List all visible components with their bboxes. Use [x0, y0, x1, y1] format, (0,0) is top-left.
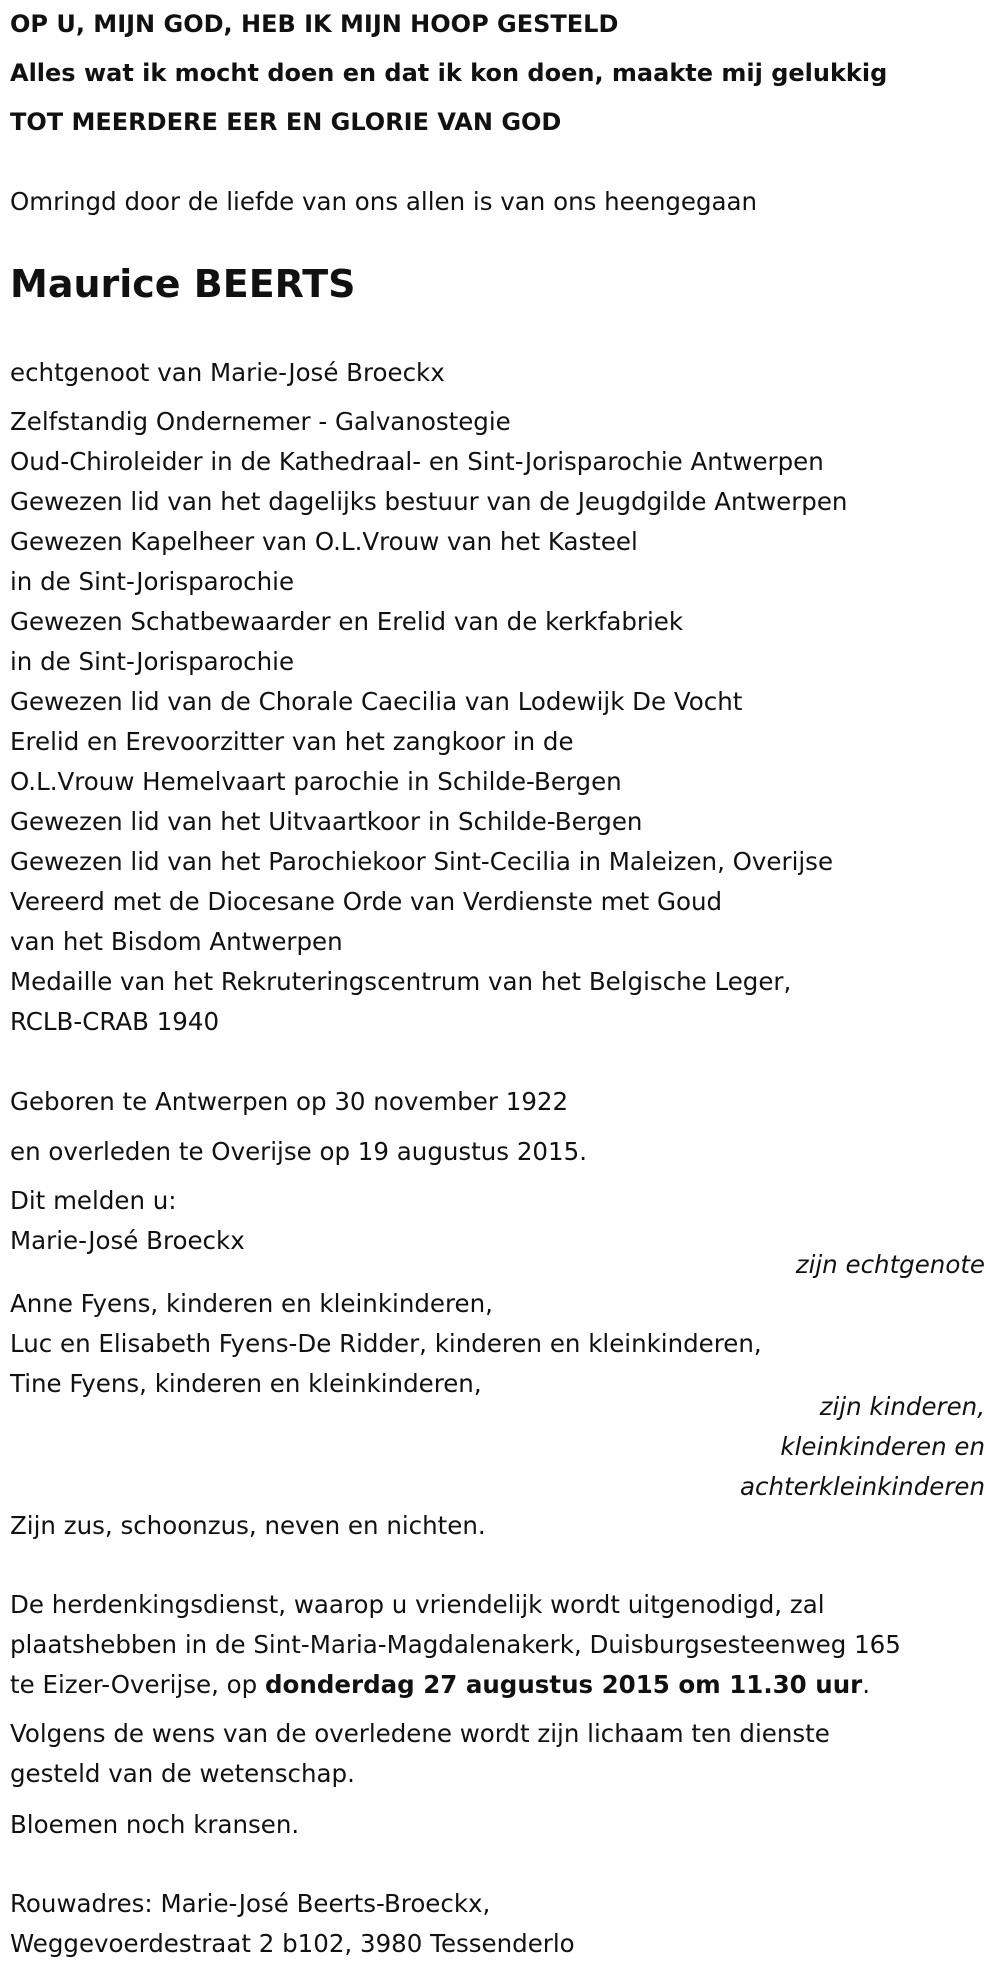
header-line: TOT MEERDERE EER EN GLORIE VAN GOD [10, 108, 562, 136]
title-line: Vereerd met de Diocesane Orde van Verdienste met Goud [10, 887, 723, 916]
child-line: Anne Fyens, kinderen en kleinkinderen, [10, 1289, 493, 1318]
titles-list [10, 402, 847, 1042]
spouse-role: zijn echtgenote [795, 1250, 985, 1279]
death-line: en overleden te Overijse op 19 augustus 2015. [10, 1137, 587, 1166]
address-line: Rouwadres: Marie-José Beerts-Broeckx, [10, 1889, 491, 1918]
service-date: donderdag 27 augustus 2015 om 11.30 uur [265, 1670, 863, 1699]
siblings-line: Zijn zus, schoonzus, neven en nichten. [10, 1511, 486, 1540]
title-line: in de Sint-Jorisparochie [10, 647, 295, 676]
child-line: Luc en Elisabeth Fyens-De Ridder, kinderen en kleinkinderen, [10, 1329, 762, 1358]
children-role-line: kleinkinderen en [780, 1432, 985, 1461]
title-line: Gewezen Kapelheer van O.L.Vrouw van het Kasteel [10, 527, 638, 556]
wish-block [10, 1714, 830, 1794]
title-line: Gewezen Schatbewaarder en Erelid van de kerkfabriek [10, 607, 684, 636]
header-line: Alles wat ik mocht doen en dat ik kon doen, maakte mij gelukkig [10, 59, 888, 87]
spouse-name: Marie-José Broeckx [10, 1226, 245, 1255]
service-line3-prefix: te Eizer-Overijse, op [10, 1670, 266, 1699]
title-line: O.L.Vrouw Hemelvaart parochie in Schilde-Bergen [10, 767, 622, 796]
title-line: Gewezen lid van de Chorale Caecilia van Lodewijk De Vocht [10, 687, 743, 716]
children-role-line: zijn kinderen, [819, 1392, 985, 1421]
title-line: RCLB-CRAB 1940 [10, 1007, 220, 1036]
title-line: Gewezen lid van het Uitvaartkoor in Schilde-Bergen [10, 807, 643, 836]
title-line: Oud-Chiroleider in de Kathedraal- en Sint-Jorisparochie Antwerpen [10, 447, 824, 476]
flowers-line: Bloemen noch kransen. [10, 1810, 300, 1839]
title-line: Gewezen lid van het Parochiekoor Sint-Cecilia in Maleizen, Overijse [10, 847, 834, 876]
intro-text: Omringd door de liefde van ons allen is van ons heengegaan [10, 187, 758, 216]
wish-line: Volgens de wens van de overledene wordt zijn lichaam ten dienste [10, 1719, 830, 1748]
title-line: in de Sint-Jorisparochie [10, 567, 295, 596]
title-line: van het Bisdom Antwerpen [10, 927, 343, 956]
child-line: Tine Fyens, kinderen en kleinkinderen, [10, 1369, 482, 1398]
header-line: OP U, MIJN GOD, HEB IK MIJN HOOP GESTELD [10, 10, 619, 38]
children-role [740, 1387, 985, 1507]
title-line: Gewezen lid van het dagelijks bestuur van de Jeugdgilde Antwerpen [10, 487, 848, 516]
header-block [10, 0, 887, 147]
deceased-name: Maurice BEERTS [10, 262, 356, 306]
title-line: Zelfstandig Ondernemer - Galvanostegie [10, 407, 511, 436]
service-line: De herdenkingsdienst, waarop u vriendelijk wordt uitgenodigd, zal [10, 1590, 825, 1619]
address-block [10, 1884, 575, 1964]
birth-line: Geboren te Antwerpen op 30 november 1922 [10, 1087, 569, 1116]
wish-line: gesteld van de wetenschap. [10, 1759, 355, 1788]
address-line: Weggevoerdestraat 2 b102, 3980 Tessenderlo [10, 1929, 575, 1958]
children-list [10, 1284, 762, 1404]
service-line: plaatshebben in de Sint-Maria-Magdalenakerk, Duisburgsesteenweg 165 [10, 1630, 901, 1659]
children-role-line: achterkleinkinderen [740, 1472, 985, 1501]
service-line3-suffix: . [862, 1670, 871, 1699]
announce-line: Dit melden u: [10, 1186, 177, 1215]
service-block [10, 1585, 901, 1705]
spouse-line: echtgenoot van Marie-José Broeckx [10, 358, 445, 387]
title-line: Erelid en Erevoorzitter van het zangkoor in de [10, 727, 574, 756]
service-line [10, 1665, 901, 1705]
title-line: Medaille van het Rekruteringscentrum van het Belgische Leger, [10, 967, 792, 996]
